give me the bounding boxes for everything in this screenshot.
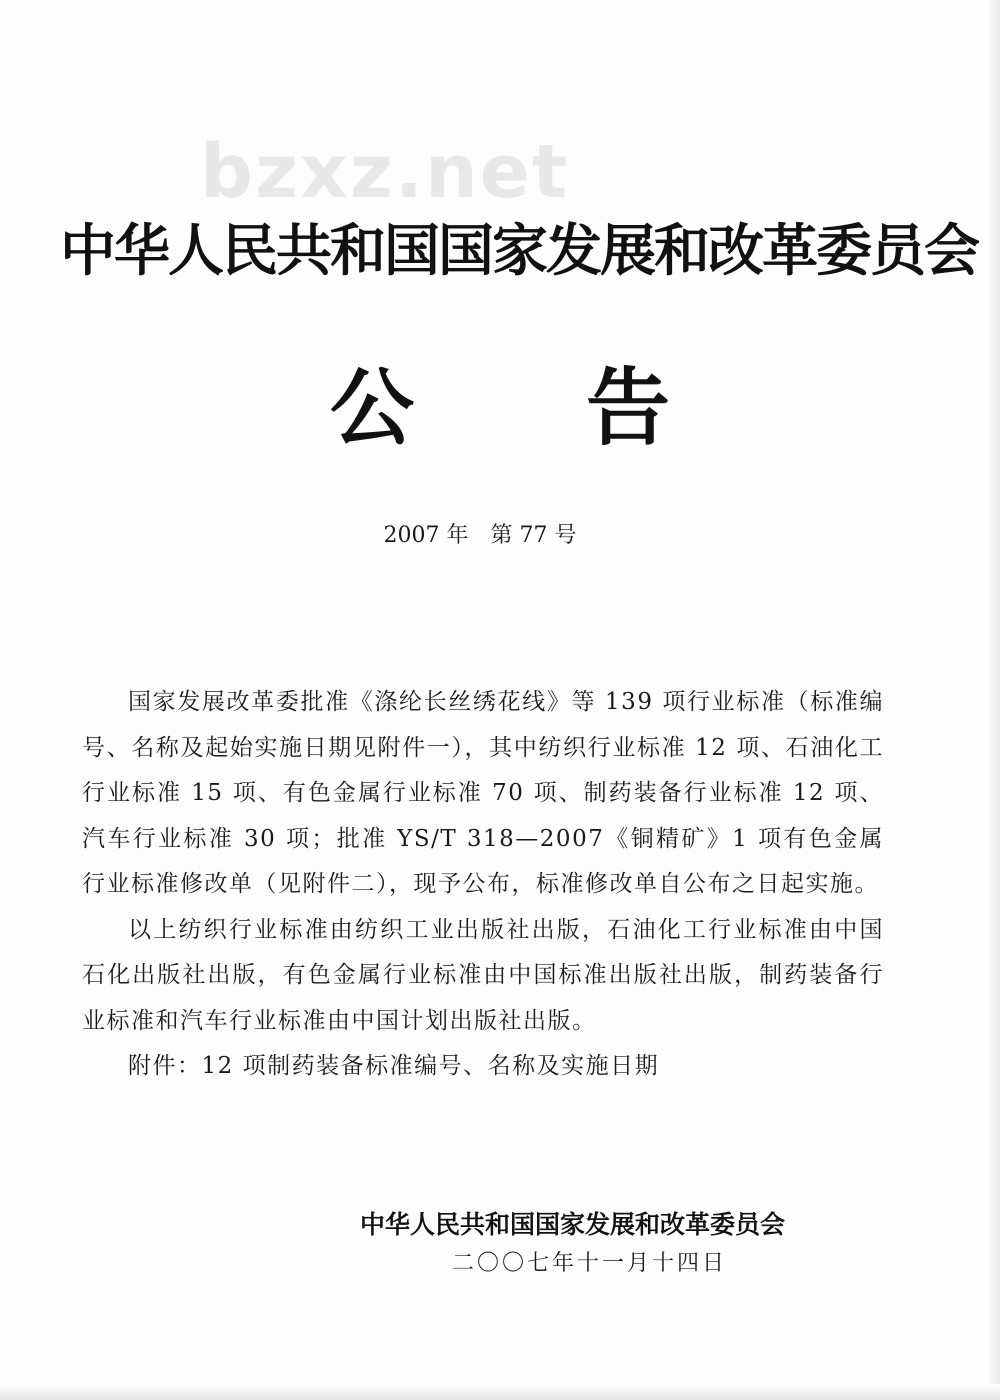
- page-edge-right: [988, 0, 1000, 1400]
- watermark: bzxz.net: [200, 129, 570, 215]
- paragraph-approval: 国家发展改革委批准《涤纶长丝绣花线》等 139 项行业标准（标准编号、名称及起始实施日期见附件一），其中纺织行业标准 12 项、石油化工行业标准 15 项、有色金属行业标准 70 项、制药装备行业标准 12 项、汽车行业标准 30 项；批准 YS/T 318—2007《铜精矿》1 项有色金属行业标准修改单（见附件二），现予公布，标准修改单自公布之日起实施。: [82, 689, 884, 897]
- issue-date: 二〇〇七年十一月十四日: [452, 1251, 728, 1276]
- announcement-title-char-1: 公: [330, 358, 415, 457]
- announcement-title: [330, 358, 670, 458]
- paragraph-publishers: 以上纺织行业标准由纺织工业出版社出版，石油化工行业标准由中国石化出版社出版，有色金属行业标准由中国标准出版社出版，制药装备行业标准和汽车行业标准由中国计划出版社出版。: [82, 916, 884, 1034]
- paragraph-attachment: 附件：12 项制药装备标准编号、名称及实施日期: [128, 1053, 660, 1079]
- issuer-title: 中华人民共和国国家发展和改革委员会: [60, 219, 978, 284]
- page-edge-bottom: [0, 1384, 1000, 1400]
- announcement-number: 2007 年 第 77 号: [383, 523, 577, 548]
- announcement-title-char-2: 告: [585, 358, 670, 457]
- body-text: [82, 680, 884, 1090]
- signer: 中华人民共和国国家发展和改革委员会: [360, 1210, 786, 1239]
